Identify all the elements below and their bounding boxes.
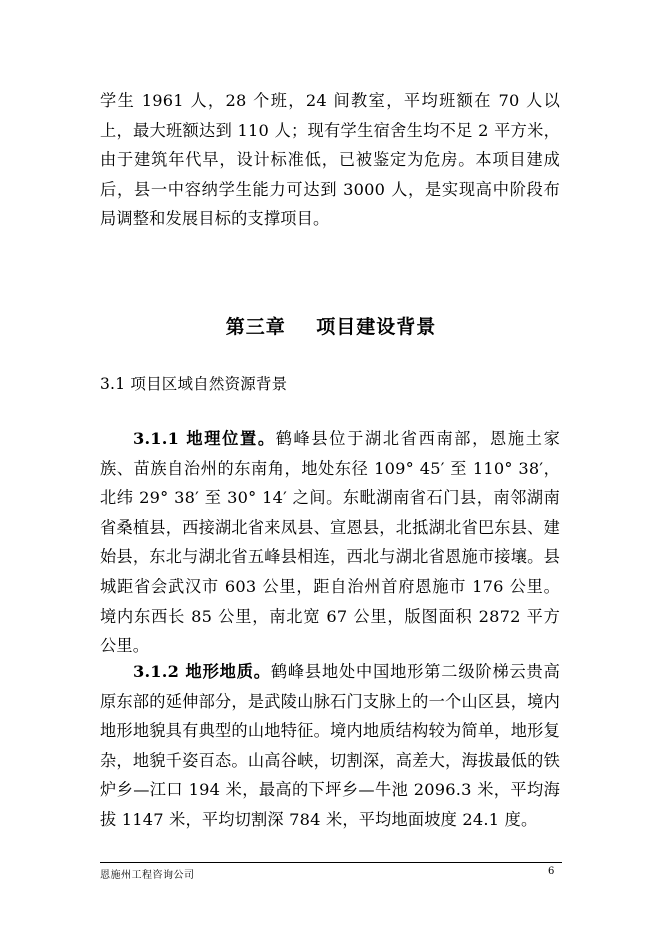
subsection-terrain bbox=[100, 657, 560, 835]
footer-company-name: 恩施州工程咨询公司 bbox=[100, 870, 195, 881]
chapter-title: 第三章 项目建设背景 bbox=[225, 316, 437, 338]
section-heading: 3.1 项目区域自然资源背景 bbox=[100, 375, 288, 393]
subsection-heading: 3.1.2 地形地质。 bbox=[133, 662, 271, 681]
subsection-text: 鹤峰县位于湖北省西南部，恩施土家族、苗族自治州的东南角，地处东径 109° 45′ 至 110° 38′，北纬 29° 38′ 至 30° 14′ 之间。东毗湖南省石门县，南邻湖南省桑植县，西接湖北省来凤县、宣恩县，北抵湖北省巴东县、建始县，东北与湖北省五峰县相连，西北与湖北省恩施市接壤。县城距省会武汉市 603 公里，距自治州首府恩施市 176 公里。境内东西长 85 公里，南北宽 67 公里，版图面积 2872 平方公里。 bbox=[100, 429, 560, 656]
subsection-text: 鹤峰县地处中国地形第二级阶梯云贵高原东部的延伸部分，是武陵山脉石门支脉上的一个山区县，境内地形地貌具有典型的山地特征。境内地质结构较为简单，地形复杂，地貌千姿百态。山高谷峡，切割深，高差大，海拔最低的铁炉乡—江口 194 米，最高的下坪乡—牛池 2096.3 米，平均海拔 1147 米，平均切割深 784 米，平均地面坡度 24.1 度。 bbox=[100, 662, 560, 829]
footer-divider bbox=[100, 862, 562, 863]
subsection-geography bbox=[100, 424, 560, 661]
subsection-heading: 3.1.1 地理位置。 bbox=[133, 429, 276, 448]
page-number: 6 bbox=[548, 866, 555, 877]
intro-paragraph: 学生 1961 人，28 个班，24 间教室，平均班额在 70 人以上，最大班额达到 110 人；现有学生宿舍生均不足 2 平方米，由于建筑年代早，设计标准低，已被鉴定为危房。本项目建成后，县一中容纳学生能力可达到 3000 人，是实现高中阶段布局调整和发展目标的支撑项目。 bbox=[100, 91, 560, 229]
